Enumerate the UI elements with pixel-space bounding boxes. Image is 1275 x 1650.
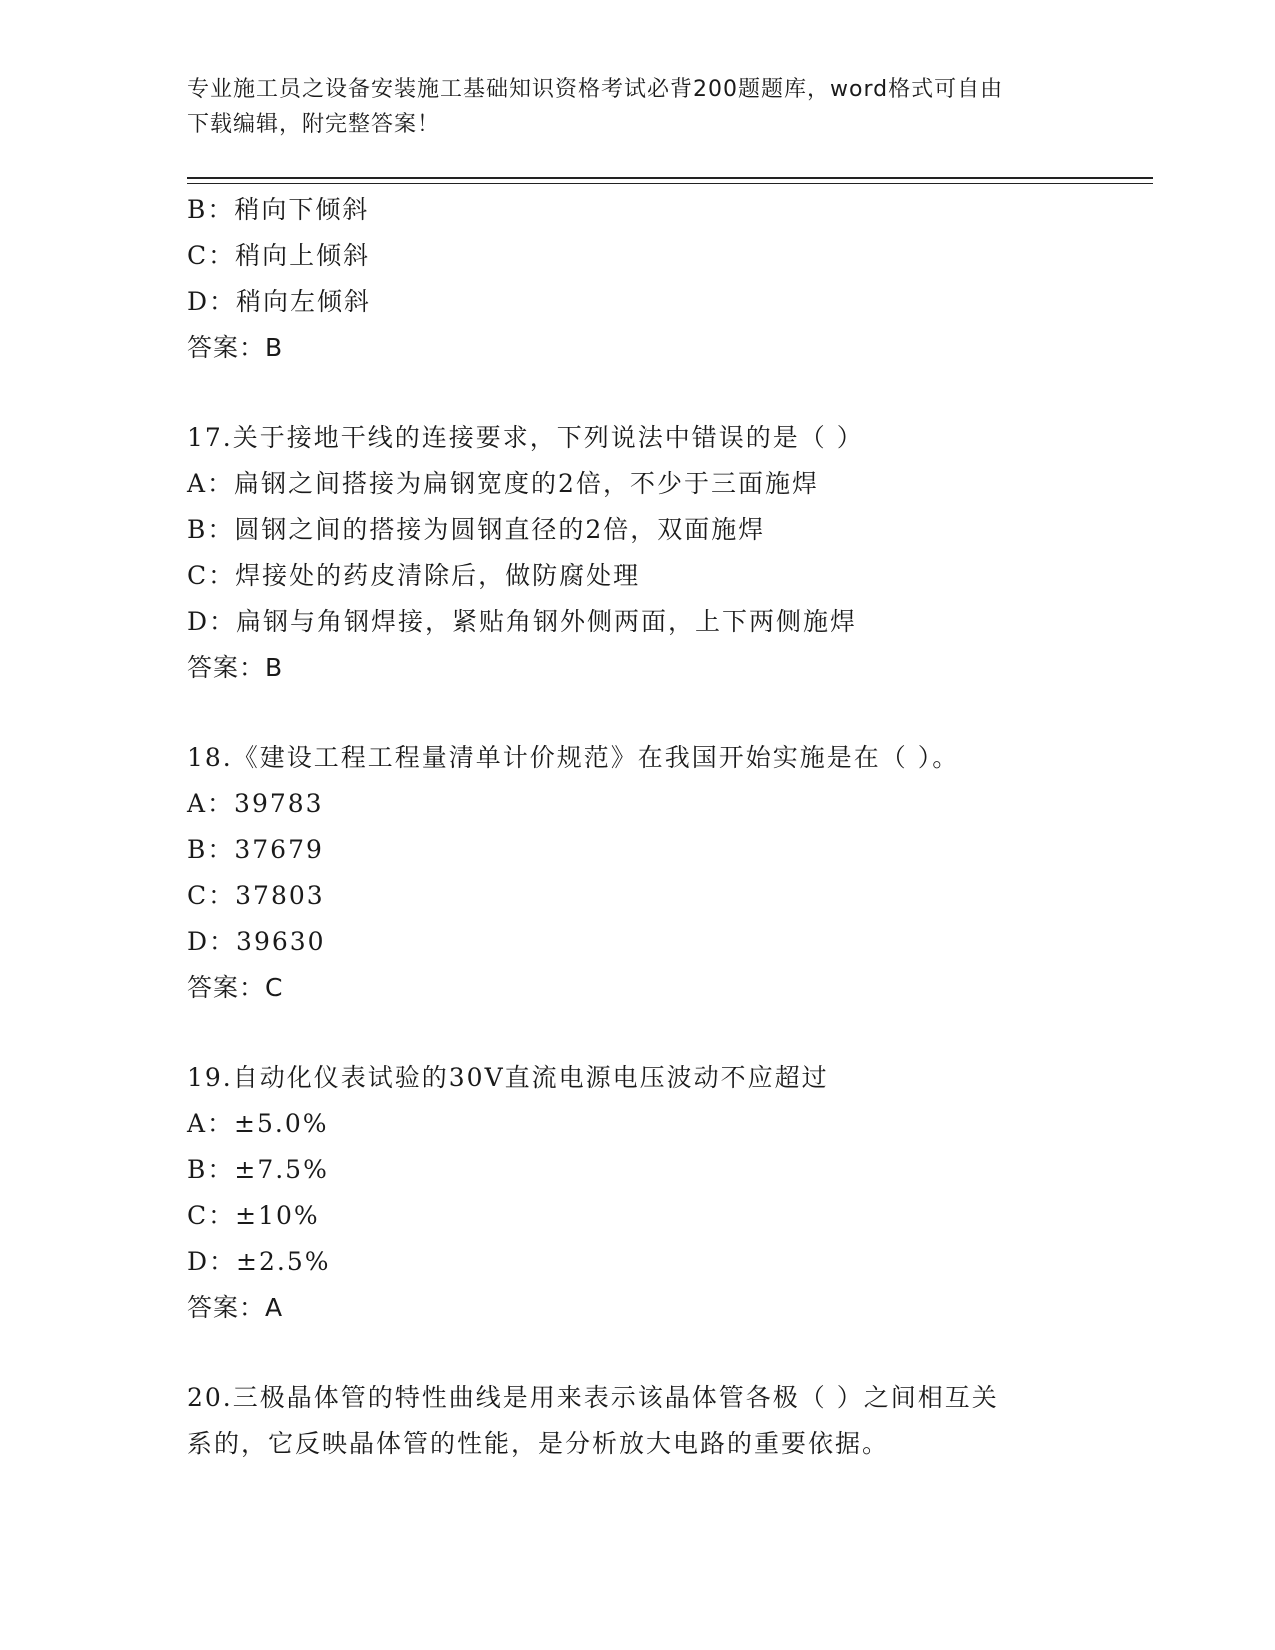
- question-20: [187, 1375, 1153, 1467]
- spacer: [187, 691, 1153, 735]
- option-b: B：稍向下倾斜: [187, 195, 370, 224]
- question-text-line-1: 20.三极晶体管的特性曲线是用来表示该晶体管各极（ ）之间相互关: [187, 1383, 999, 1412]
- option-a: A：39783: [187, 789, 324, 818]
- question-16-continued: [187, 187, 1153, 371]
- document-header: [187, 72, 1067, 142]
- answer: 答案：B: [187, 333, 284, 362]
- question-18: [187, 735, 1153, 1011]
- option-b: B：圆钢之间的搭接为圆钢直径的2倍，双面施焊: [187, 515, 766, 544]
- spacer: [187, 371, 1153, 415]
- option-a: A：±5.0%: [187, 1109, 329, 1138]
- option-a: A：扁钢之间搭接为扁钢宽度的2倍，不少于三面施焊: [187, 469, 819, 498]
- option-d: D：±2.5%: [187, 1247, 331, 1276]
- spacer: [187, 1331, 1153, 1375]
- header-divider-thin: [187, 183, 1153, 184]
- question-list: [187, 187, 1153, 1467]
- question-text: 17.关于接地干线的连接要求，下列说法中错误的是（ ）: [187, 423, 864, 452]
- option-c: C：稍向上倾斜: [187, 241, 371, 270]
- answer: 答案：C: [187, 973, 284, 1002]
- option-c: C：37803: [187, 881, 325, 910]
- option-c: C：±10%: [187, 1201, 320, 1230]
- option-c: C：焊接处的药皮清除后，做防腐处理: [187, 561, 641, 590]
- option-b: B：±7.5%: [187, 1155, 329, 1184]
- option-d: D：稍向左倾斜: [187, 287, 372, 316]
- option-d: D：39630: [187, 927, 326, 956]
- header-divider-thick: [187, 177, 1153, 179]
- question-text-line-2: 系的，它反映晶体管的性能，是分析放大电路的重要依据。: [187, 1429, 890, 1458]
- spacer: [187, 1011, 1153, 1055]
- question-text: 19.自动化仪表试验的30V直流电源电压波动不应超过: [187, 1063, 829, 1092]
- question-17: [187, 415, 1153, 691]
- option-b: B：37679: [187, 835, 324, 864]
- answer: 答案：A: [187, 1293, 284, 1322]
- answer: 答案：B: [187, 653, 284, 682]
- question-text: 18.《建设工程工程量清单计价规范》在我国开始实施是在（ ）。: [187, 743, 960, 772]
- question-19: [187, 1055, 1153, 1331]
- option-d: D：扁钢与角钢焊接，紧贴角钢外侧两面，上下两侧施焊: [187, 607, 858, 636]
- header-line-2: 下载编辑，附完整答案！: [187, 112, 441, 137]
- header-line-1: 专业施工员之设备安装施工基础知识资格考试必背200题题库，word格式可自由: [187, 77, 1004, 102]
